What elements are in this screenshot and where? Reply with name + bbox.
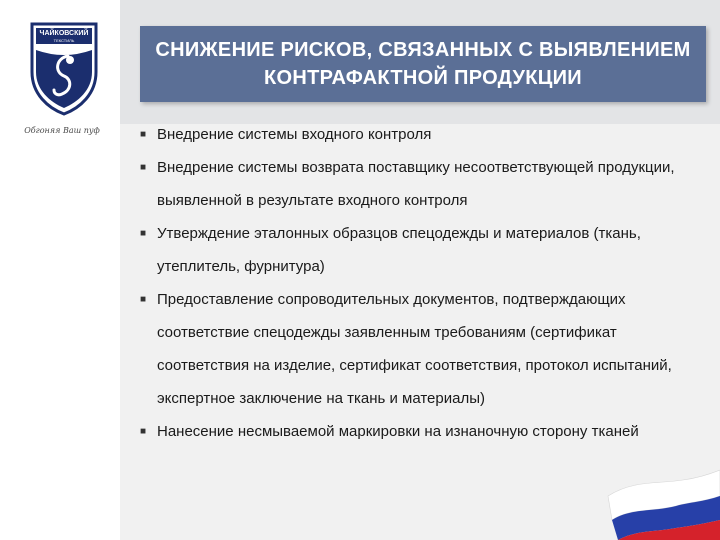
slide-title: СНИЖЕНИЕ РИСКОВ, СВЯЗАННЫХ С ВЫЯВЛЕНИЕМ КОНТРАФАКТНОЙ ПРОДУКЦИИ: [155, 39, 691, 89]
bullet-item: [140, 415, 710, 448]
logo-name-bottom: ТЕКСТИЛЬ: [53, 38, 75, 43]
bullet-marker-icon: ■: [140, 294, 147, 305]
sidebar-panel: [0, 0, 120, 540]
russian-flag-icon: [598, 462, 720, 540]
bullet-text: Внедрение системы входного контроля: [157, 126, 432, 143]
bullet-text: Внедрение системы возврата поставщику несоответствующей продукции, выявленной в результате входного контроля: [157, 159, 675, 209]
bullet-item: [140, 151, 710, 217]
shield-logo-icon: [28, 20, 100, 116]
bullet-marker-icon: ■: [140, 228, 147, 239]
logo-name-top: ЧАЙКОВСКИЙ: [39, 30, 89, 37]
logo-tagline: Обгоняя Ваш пуф: [24, 126, 100, 135]
bullet-marker-icon: ■: [140, 129, 147, 140]
bullet-item: [140, 283, 710, 415]
bullet-marker-icon: ■: [140, 162, 147, 173]
slide-title-box: [140, 26, 706, 102]
bullet-item: [140, 118, 710, 151]
bullet-marker-icon: ■: [140, 426, 147, 437]
bullet-list: [140, 118, 710, 448]
bullet-item: [140, 217, 710, 283]
bullet-text: Предоставление сопроводительных документов, подтверждающих соответствие спецодежды заявленным требованиям (сертификат соответствия на изделие, сертификат соответствия, протокол испытаний, экспертное заключение на ткань и материалы): [157, 291, 672, 407]
bullet-text: Нанесение несмываемой маркировки на изнаночную сторону тканей: [157, 423, 639, 440]
bullet-text: Утверждение эталонных образцов спецодежды и материалов (ткань, утеплитель, фурнитура): [157, 225, 641, 275]
